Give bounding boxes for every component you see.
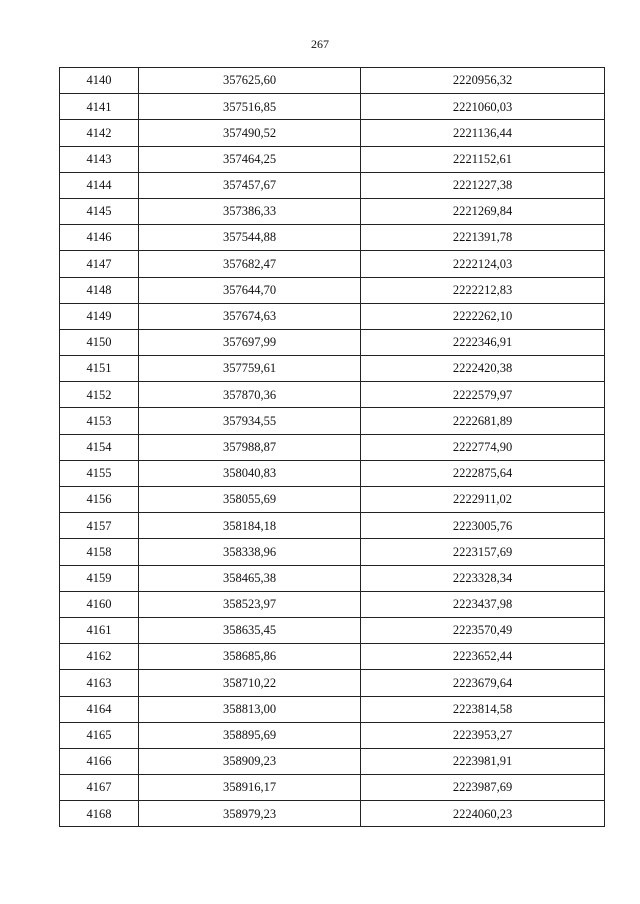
point-id-cell: 4155 bbox=[60, 460, 139, 486]
x-coordinate-cell: 357988,87 bbox=[139, 434, 361, 460]
table-row bbox=[60, 251, 605, 277]
y-coordinate-cell: 2222346,91 bbox=[361, 329, 605, 355]
point-id-cell: 4142 bbox=[60, 120, 139, 146]
table-row bbox=[60, 225, 605, 251]
x-coordinate-cell: 357490,52 bbox=[139, 120, 361, 146]
x-coordinate-cell: 358710,22 bbox=[139, 670, 361, 696]
point-id-cell: 4152 bbox=[60, 382, 139, 408]
point-id-cell: 4162 bbox=[60, 644, 139, 670]
point-id-cell: 4151 bbox=[60, 356, 139, 382]
point-id-cell: 4168 bbox=[60, 801, 139, 827]
point-id-cell: 4149 bbox=[60, 303, 139, 329]
table-row bbox=[60, 356, 605, 382]
y-coordinate-cell: 2223157,69 bbox=[361, 539, 605, 565]
x-coordinate-cell: 358895,69 bbox=[139, 722, 361, 748]
x-coordinate-cell: 357759,61 bbox=[139, 356, 361, 382]
y-coordinate-cell: 2223652,44 bbox=[361, 644, 605, 670]
table-row bbox=[60, 68, 605, 94]
table-row bbox=[60, 382, 605, 408]
y-coordinate-cell: 2223953,27 bbox=[361, 722, 605, 748]
x-coordinate-cell: 358916,17 bbox=[139, 775, 361, 801]
x-coordinate-cell: 358685,86 bbox=[139, 644, 361, 670]
table-body bbox=[60, 68, 605, 827]
table-row bbox=[60, 644, 605, 670]
point-id-cell: 4157 bbox=[60, 513, 139, 539]
y-coordinate-cell: 2223987,69 bbox=[361, 775, 605, 801]
table-row bbox=[60, 277, 605, 303]
point-id-cell: 4153 bbox=[60, 408, 139, 434]
y-coordinate-cell: 2223328,34 bbox=[361, 565, 605, 591]
point-id-cell: 4144 bbox=[60, 172, 139, 198]
y-coordinate-cell: 2222420,38 bbox=[361, 356, 605, 382]
table-row bbox=[60, 748, 605, 774]
table-row bbox=[60, 539, 605, 565]
x-coordinate-cell: 357544,88 bbox=[139, 225, 361, 251]
y-coordinate-cell: 2222681,89 bbox=[361, 408, 605, 434]
y-coordinate-cell: 2223570,49 bbox=[361, 617, 605, 643]
y-coordinate-cell: 2223437,98 bbox=[361, 591, 605, 617]
table-row bbox=[60, 303, 605, 329]
y-coordinate-cell: 2221060,03 bbox=[361, 94, 605, 120]
table-row bbox=[60, 722, 605, 748]
point-id-cell: 4160 bbox=[60, 591, 139, 617]
y-coordinate-cell: 2220956,32 bbox=[361, 68, 605, 94]
table-row bbox=[60, 487, 605, 513]
y-coordinate-cell: 2222875,64 bbox=[361, 460, 605, 486]
point-id-cell: 4145 bbox=[60, 198, 139, 224]
x-coordinate-cell: 357934,55 bbox=[139, 408, 361, 434]
table-row bbox=[60, 408, 605, 434]
x-coordinate-cell: 357697,99 bbox=[139, 329, 361, 355]
point-id-cell: 4165 bbox=[60, 722, 139, 748]
table-row bbox=[60, 775, 605, 801]
y-coordinate-cell: 2221152,61 bbox=[361, 146, 605, 172]
y-coordinate-cell: 2221227,38 bbox=[361, 172, 605, 198]
table-row bbox=[60, 460, 605, 486]
table-row bbox=[60, 696, 605, 722]
x-coordinate-cell: 357516,85 bbox=[139, 94, 361, 120]
y-coordinate-cell: 2222774,90 bbox=[361, 434, 605, 460]
table-row bbox=[60, 146, 605, 172]
x-coordinate-cell: 358523,97 bbox=[139, 591, 361, 617]
table-row bbox=[60, 617, 605, 643]
x-coordinate-cell: 358979,23 bbox=[139, 801, 361, 827]
x-coordinate-cell: 357644,70 bbox=[139, 277, 361, 303]
table-row bbox=[60, 434, 605, 460]
point-id-cell: 4159 bbox=[60, 565, 139, 591]
x-coordinate-cell: 357870,36 bbox=[139, 382, 361, 408]
page-number: 267 bbox=[311, 37, 329, 51]
point-id-cell: 4156 bbox=[60, 487, 139, 513]
x-coordinate-cell: 358465,38 bbox=[139, 565, 361, 591]
x-coordinate-cell: 358813,00 bbox=[139, 696, 361, 722]
point-id-cell: 4167 bbox=[60, 775, 139, 801]
point-id-cell: 4163 bbox=[60, 670, 139, 696]
point-id-cell: 4146 bbox=[60, 225, 139, 251]
y-coordinate-cell: 2222124,03 bbox=[361, 251, 605, 277]
coordinates-table bbox=[59, 67, 605, 827]
x-coordinate-cell: 358184,18 bbox=[139, 513, 361, 539]
y-coordinate-cell: 2223814,58 bbox=[361, 696, 605, 722]
y-coordinate-cell: 2223981,91 bbox=[361, 748, 605, 774]
y-coordinate-cell: 2222262,10 bbox=[361, 303, 605, 329]
y-coordinate-cell: 2224060,23 bbox=[361, 801, 605, 827]
x-coordinate-cell: 358338,96 bbox=[139, 539, 361, 565]
x-coordinate-cell: 358040,83 bbox=[139, 460, 361, 486]
x-coordinate-cell: 358909,23 bbox=[139, 748, 361, 774]
x-coordinate-cell: 357386,33 bbox=[139, 198, 361, 224]
table-row bbox=[60, 198, 605, 224]
y-coordinate-cell: 2222212,83 bbox=[361, 277, 605, 303]
table-row bbox=[60, 172, 605, 198]
table-row bbox=[60, 94, 605, 120]
y-coordinate-cell: 2222579,97 bbox=[361, 382, 605, 408]
y-coordinate-cell: 2223005,76 bbox=[361, 513, 605, 539]
point-id-cell: 4161 bbox=[60, 617, 139, 643]
table-row bbox=[60, 513, 605, 539]
x-coordinate-cell: 358055,69 bbox=[139, 487, 361, 513]
point-id-cell: 4143 bbox=[60, 146, 139, 172]
table-row bbox=[60, 565, 605, 591]
table-row bbox=[60, 120, 605, 146]
point-id-cell: 4154 bbox=[60, 434, 139, 460]
table-row bbox=[60, 329, 605, 355]
y-coordinate-cell: 2223679,64 bbox=[361, 670, 605, 696]
table-row bbox=[60, 801, 605, 827]
y-coordinate-cell: 2221136,44 bbox=[361, 120, 605, 146]
point-id-cell: 4148 bbox=[60, 277, 139, 303]
point-id-cell: 4164 bbox=[60, 696, 139, 722]
x-coordinate-cell: 357682,47 bbox=[139, 251, 361, 277]
point-id-cell: 4166 bbox=[60, 748, 139, 774]
point-id-cell: 4150 bbox=[60, 329, 139, 355]
y-coordinate-cell: 2221391,78 bbox=[361, 225, 605, 251]
point-id-cell: 4141 bbox=[60, 94, 139, 120]
x-coordinate-cell: 357625,60 bbox=[139, 68, 361, 94]
x-coordinate-cell: 357674,63 bbox=[139, 303, 361, 329]
x-coordinate-cell: 358635,45 bbox=[139, 617, 361, 643]
x-coordinate-cell: 357457,67 bbox=[139, 172, 361, 198]
y-coordinate-cell: 2222911,02 bbox=[361, 487, 605, 513]
x-coordinate-cell: 357464,25 bbox=[139, 146, 361, 172]
point-id-cell: 4140 bbox=[60, 68, 139, 94]
point-id-cell: 4147 bbox=[60, 251, 139, 277]
y-coordinate-cell: 2221269,84 bbox=[361, 198, 605, 224]
point-id-cell: 4158 bbox=[60, 539, 139, 565]
table-row bbox=[60, 670, 605, 696]
table-row bbox=[60, 591, 605, 617]
